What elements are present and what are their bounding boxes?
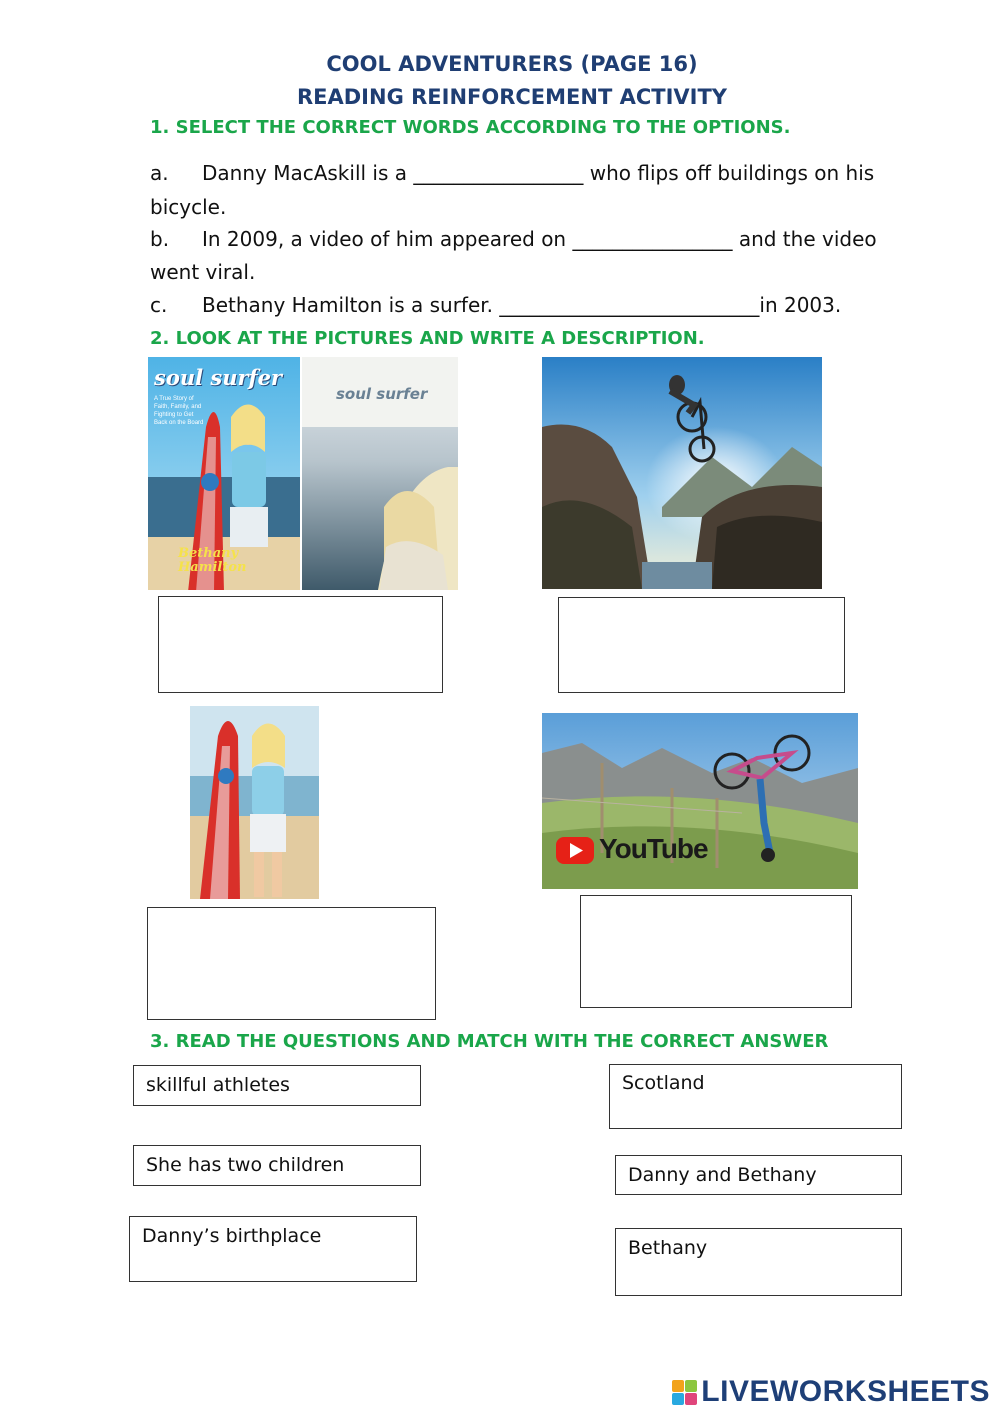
question-a [150, 161, 874, 185]
match-right-2[interactable]: Danny and Bethany [615, 1155, 902, 1195]
question-b-continuation: went viral. [150, 260, 256, 284]
match-left-2[interactable]: She has two children [133, 1145, 421, 1186]
answer-blank-c[interactable]: __________________________ [499, 293, 760, 317]
poster-left-name: Bethany Hamilton [178, 546, 247, 575]
question-text: Danny MacAskill is a [202, 161, 414, 185]
poster-left-tagline: A True Story of Faith, Family, and Fighting to Get Back on the Board [154, 396, 204, 426]
liveworksheets-logo-text: LIVEWORKSHEETS [701, 1375, 990, 1408]
question-c [150, 293, 841, 317]
question-a-continuation: bicycle. [150, 195, 227, 219]
biker-jump-image [542, 357, 822, 589]
question-letter: a. [150, 161, 169, 185]
page-title: COOL ADVENTURERS (PAGE 16) [326, 52, 698, 76]
poster-left-title: soul surfer [154, 365, 282, 390]
answer-blank-b[interactable]: ________________ [572, 227, 733, 251]
description-box-4[interactable] [580, 895, 852, 1008]
question-text: who flips off buildings on his [583, 161, 875, 185]
section-3-heading: 3. READ THE QUESTIONS AND MATCH WITH THE CORRECT ANSWER [150, 1031, 829, 1052]
description-box-1[interactable] [158, 596, 443, 693]
liveworksheets-logo-icon [672, 1380, 697, 1405]
question-b [150, 227, 877, 251]
answer-blank-a[interactable]: _________________ [413, 161, 584, 185]
biker-jump-art [542, 357, 822, 589]
question-letter: c. [150, 293, 168, 317]
youtube-biker-image [542, 713, 858, 889]
match-left-1[interactable]: skillful athletes [133, 1065, 421, 1106]
surfer-girl-image [190, 706, 319, 899]
question-text: In 2009, a video of him appeared on [202, 227, 573, 251]
question-letter: b. [150, 227, 170, 251]
description-box-3[interactable] [147, 907, 436, 1020]
match-left-3[interactable]: Danny’s birthplace [129, 1216, 417, 1282]
section-1-heading: 1. SELECT THE CORRECT WORDS ACCORDING TO THE OPTIONS. [150, 117, 791, 138]
match-right-3[interactable]: Bethany [615, 1228, 902, 1296]
youtube-label: YouTube [599, 833, 708, 864]
question-text: in 2003. [759, 293, 842, 317]
question-text: Bethany Hamilton is a surfer. [202, 293, 500, 317]
page-subtitle: READING REINFORCEMENT ACTIVITY [296, 85, 728, 109]
poster-right-title: soul surfer [336, 385, 428, 403]
surfer-girl-art [190, 706, 319, 899]
soul-surfer-posters-image [148, 357, 458, 590]
section-2-heading: 2. LOOK AT THE PICTURES AND WRITE A DESCRIPTION. [150, 328, 705, 349]
match-right-1[interactable]: Scotland [609, 1064, 902, 1129]
description-box-2[interactable] [558, 597, 845, 693]
liveworksheets-logo [672, 1375, 990, 1409]
question-text: and the video [732, 227, 877, 251]
